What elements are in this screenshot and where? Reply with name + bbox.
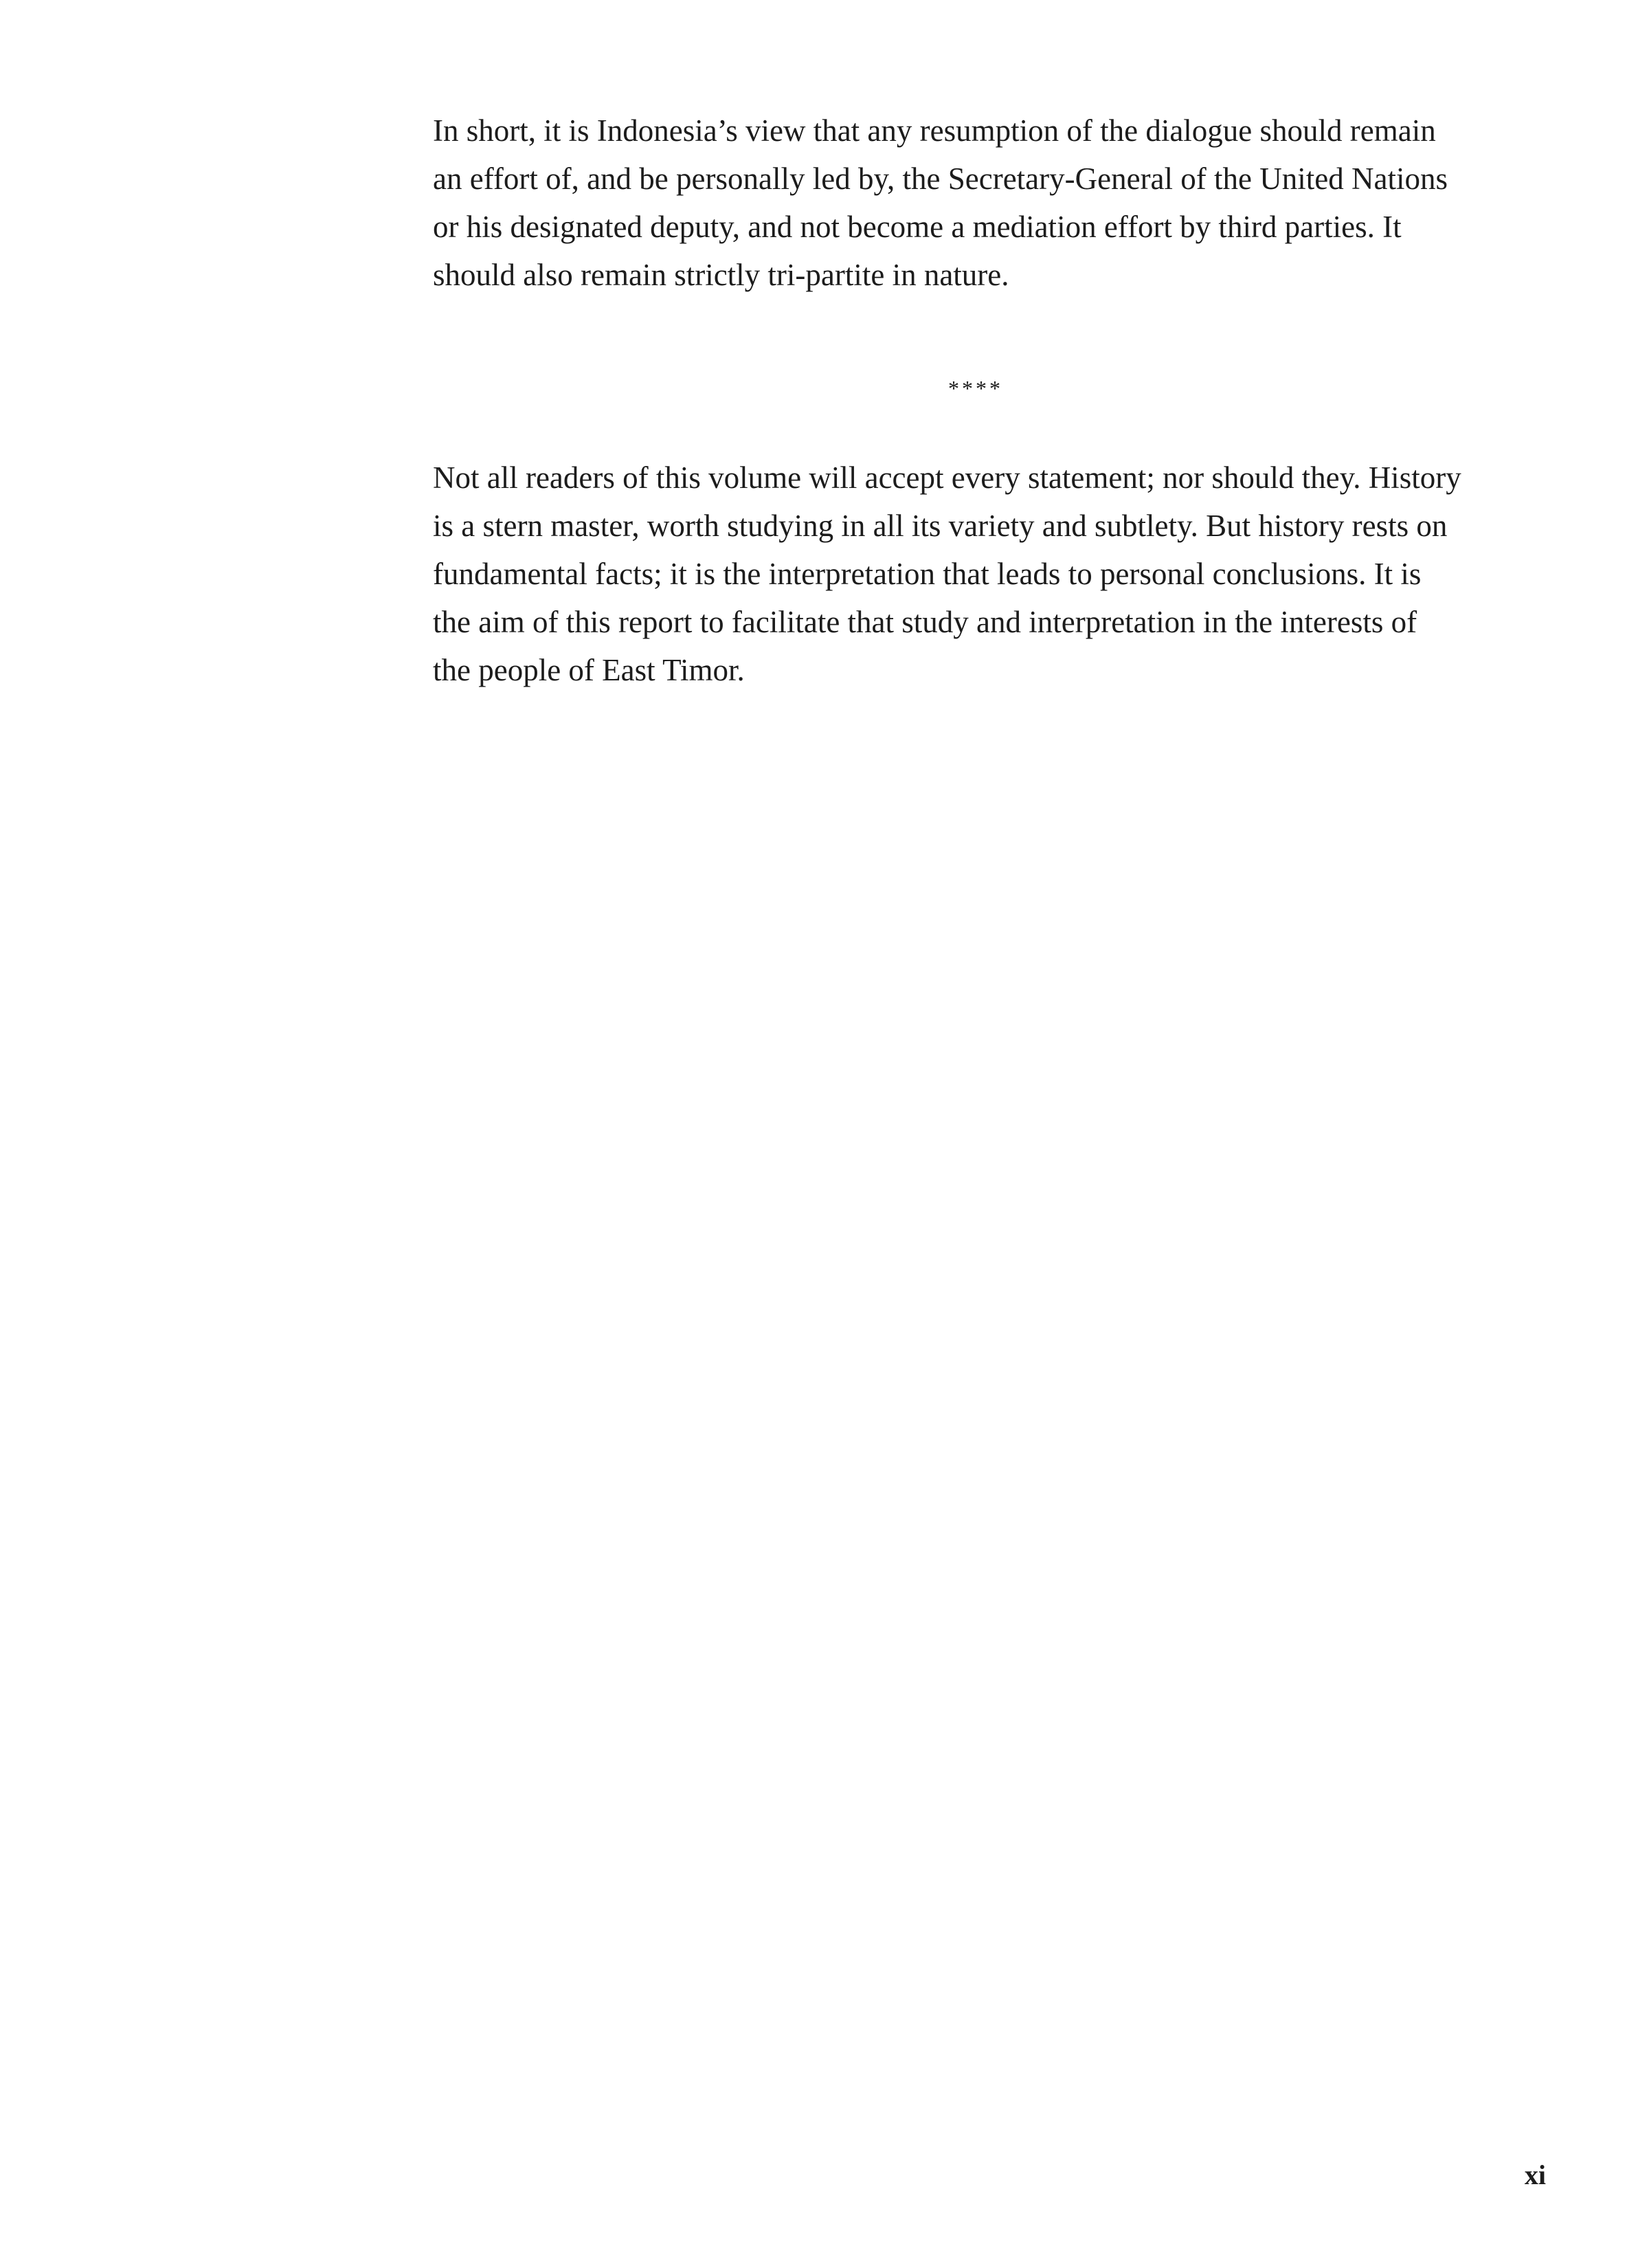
text-line: should also remain strictly tri-partite in nature. [433,258,1009,292]
text-line: is a stern master, worth studying in all its variety and subtlety. But history rests on [433,509,1448,543]
text-line: the people of East Timor. [433,653,745,687]
section-separator: **** [948,376,1003,401]
text-line: or his designated deputy, and not become a mediation effort by third parties. It [433,210,1402,244]
text-line: Not all readers of this volume will accept every statement; nor should they. History [433,460,1461,495]
text-line: an effort of, and be personally led by, the Secretary-General of the United Nations [433,162,1448,196]
page-number: xi [1524,2159,1546,2190]
text-line: the aim of this report to facilitate that study and interpretation in the interests of [433,605,1417,639]
text-line: fundamental facts; it is the interpretation that leads to personal conclusions. It is [433,557,1422,591]
text-line: In short, it is Indonesia’s view that any resumption of the dialogue should remain [433,113,1436,148]
paragraph-closing-remarks [433,454,1546,694]
paragraph-dialogue-position [433,107,1546,299]
